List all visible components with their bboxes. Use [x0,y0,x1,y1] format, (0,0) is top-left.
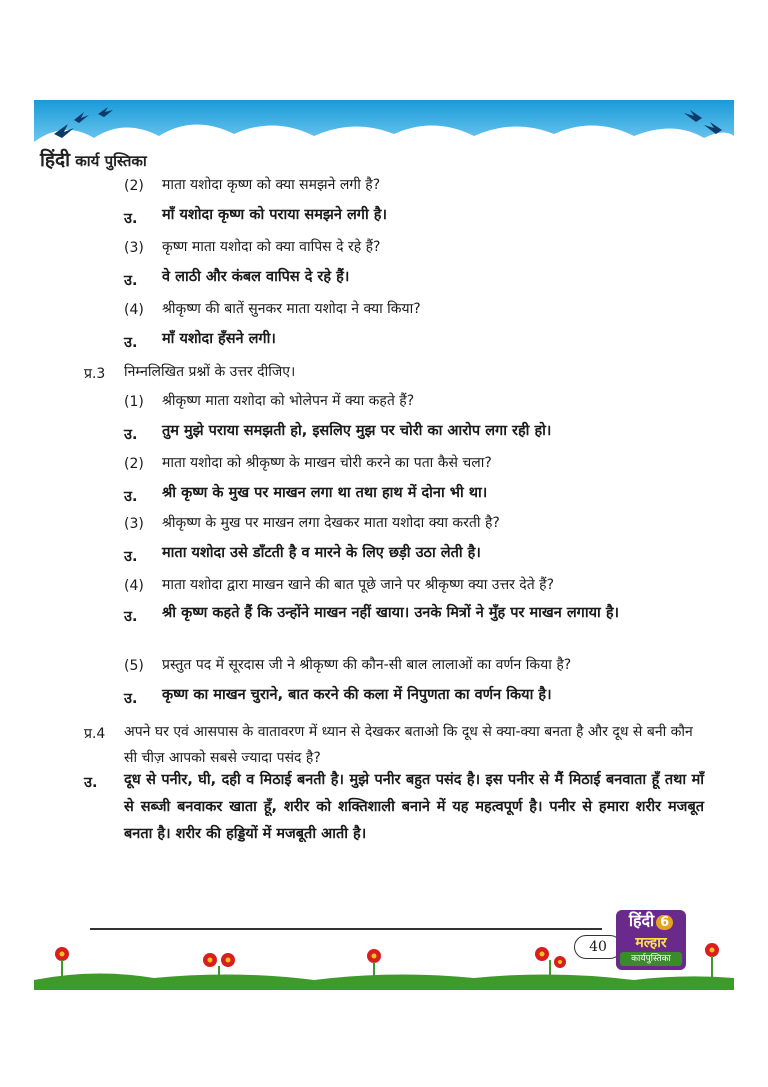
answer-text: माँ यशोदा हँसने लगी। [162,331,276,347]
item-number: उ. [124,489,138,505]
answer-text: तुम मुझे पराया समझती हो, इसलिए मुझ पर चोरी का आरोप लगा रही हो। [162,423,552,439]
question-text: प्रस्तुत पद में सूरदास जी ने श्रीकृष्ण की कौन-सी बाल लालाओं का वर्णन किया है? [162,657,572,673]
logo-malhar: मल्हार [635,935,667,951]
book-logo [616,910,686,970]
logo-hindi: हिंदी [628,911,655,930]
item-number: उ. [124,609,138,625]
answer-text: माँ यशोदा कृष्ण को पराया समझने लगी है। [162,207,387,223]
answer-text: वे लाठी और कंबल वापिस दे रहे हैं। [162,269,350,285]
item-number: (3) [124,240,144,256]
item-number: उ. [124,549,138,565]
question-text: कृष्ण माता यशोदा को क्या वापिस दे रहे हैं? [162,239,381,255]
answer-text: कृष्ण का माखन चुराने, बात करने की कला में निपुणता का वर्णन किया है। [162,687,552,703]
answer-text: दूध से पनीर, घी, दही व मिठाई बनती है। मुझे पनीर बहुत पसंद है। इस पनीर से मैं मिठाई बनवाता हूँ तथा माँ से सब्जी बनवाकर खाता हूँ, शरीर को शक्तिशाली बनाने में यह महत्वपूर्ण है। पनीर से हमारा शरीर मजबूत बनता है। शरीर की हड्डियों में मजबूती आती है। [124,772,704,842]
item-number: उ. [84,775,98,791]
answer-text: माता यशोदा उसे डाँटती है व मारने के लिए छड़ी उठा लेती है। [162,545,481,561]
question-text: माता यशोदा को श्रीकृष्ण के माखन चोरी करने का पता कैसे चला? [162,455,492,471]
item-number: (4) [124,302,144,318]
item-number: (4) [124,578,144,594]
brand-title [40,146,147,172]
brand-hindi: हिंदी [40,149,71,171]
item-number: (3) [124,516,144,532]
item-number: उ. [124,211,138,227]
question-text: माता यशोदा द्वारा माखन खाने की बात पूछे जाने पर श्रीकृष्ण क्या उत्तर देते हैं? [162,577,555,593]
item-number: उ. [124,691,138,707]
item-number: प्र.3 [84,366,106,382]
question-text: श्रीकृष्ण माता यशोदा को भोलेपन में क्या कहते हैं? [162,393,415,409]
item-number: उ. [124,427,138,443]
answer-text: श्री कृष्ण के मुख पर माखन लगा था तथा हाथ में दोना भी था। [162,485,488,501]
item-number: (2) [124,456,144,472]
item-number: प्र.4 [84,726,106,742]
footer-divider [90,928,602,930]
logo-grade: 6 [656,915,673,930]
brand-rest: कार्य पुस्तिका [75,152,147,170]
question-text: श्रीकृष्ण की बातें सुनकर माता यशोदा ने क्या किया? [162,301,421,317]
answer-text: श्री कृष्ण कहते हैं कि उन्होंने माखन नहीं खाया। उनके मित्रों ने मुँह पर माखन लगाया है। [162,605,620,621]
item-number: (2) [124,178,144,194]
question-text: निम्नलिखित प्रश्नों के उत्तर दीजिए। [124,364,296,380]
question-text: श्रीकृष्ण के मुख पर माखन लगा देखकर माता यशोदा क्या करती है? [162,515,500,531]
item-number: (5) [124,658,144,674]
page-number: 40 [574,935,622,959]
item-number: (1) [124,394,144,410]
item-number: उ. [124,273,138,289]
question-text: माता यशोदा कृष्ण को क्या समझने लगी है? [162,177,381,193]
item-number: उ. [124,335,138,351]
logo-karyapustika: कार्यपुस्तिका [620,952,682,966]
question-text: अपने घर एवं आसपास के वातावरण में ध्यान से देखकर बताओ कि दूध से क्या-क्या बनता है और दूध से बनी कौन सी चीज़ आपको सबसे ज्यादा पसंद है? [124,724,693,766]
